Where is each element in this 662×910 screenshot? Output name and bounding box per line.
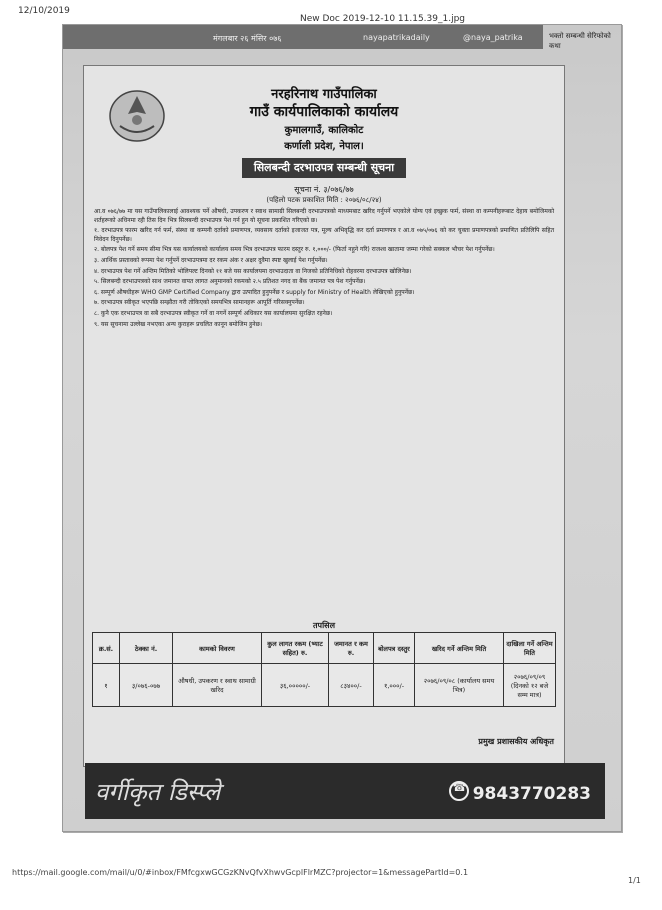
table-cell: ८३४००/- — [329, 664, 374, 707]
table-header: दाखिला गर्ने अन्तिम मिति — [504, 633, 556, 664]
newspaper-header-bar — [63, 25, 543, 49]
newspaper-date: मंगलबार २६ मंसिर ०७६ — [213, 34, 282, 43]
notice-paragraph: ७. दरभाउपत्र स्वीकृत भएपछि सम्झौता गरी तोकिएको समयभित्र सामानहरू आपूर्ति गरिसक्नुपर्नेछ। — [94, 299, 305, 307]
notice-paragraph: ६. सम्पूर्ण औषधीहरू WHO GMP Certified Company द्वारा उत्पादित हुनुपर्नेछ र supply for Ministry of Health लेखिएको हुनुपर्नेछ। — [94, 288, 415, 296]
notice-body — [94, 208, 554, 331]
newspaper-social: @naya_patrika — [463, 33, 523, 42]
ad-phone — [449, 781, 591, 804]
notice-paragraph: १. दरभाउपत्र फारम खरिद गर्न फर्म, संस्था वा कम्पनी दर्ताको प्रमाणपत्र, व्यवसाय दर्ताको इजाजत पत्र, मूल्य अभिवृद्धि कर दर्ता प्रमाणपत्र र आ.व ०७५/०७६ को कर चुक्ता प्रमाणपत्रको प्रमाणित प्रतिलिपि सहित निवेदन दिनुपर्नेछ। — [94, 227, 554, 243]
table-header: क्र.सं. — [93, 633, 120, 664]
table-header: ठेक्का नं. — [120, 633, 173, 664]
print-date: 12/10/2019 — [18, 6, 70, 16]
table-cell: १,०००/- — [374, 664, 415, 707]
notice-paragraph: ८. कुनै एक दरभाउपत्र वा सबै दरभाउपत्र स्वीकृत गर्ने वा नगर्ने सम्पूर्ण अधिकार यस कार्यालयमा सुरक्षित रहनेछ। — [94, 309, 333, 317]
notice-title: सिलबन्दी दरभाउपत्र सम्बन्धी सूचना — [242, 158, 406, 178]
table-header: कामको विवरण — [173, 633, 262, 664]
table-row — [93, 664, 556, 707]
ad-phone-number: 9843770283 — [472, 784, 591, 804]
notice-number: सूचना नं. ३/०७६/७७ — [294, 185, 354, 194]
notice-paragraph: २. बोलपत्र पेश गर्ने समय सीमा भित्र यस कार्यालयको कार्यालय समय भित्र दरभाउपत्र फारम दस्तुर रु. १,०००/- (फिर्ता नहुने गरि) राजश्व खातामा जम्मा गरेको सक्कल भौचर पेश गर्नुपर्नेछ। — [94, 246, 495, 254]
table-cell: १ — [93, 664, 120, 707]
notice-paragraph: ५. सिलबन्दी दरभाउपत्रको साथ जमानत वापत लागत अनुमानको रकमको २.५ प्रतिशत नगद वा बैंक जमानत पत्र पेश गर्नुपर्नेछ। — [94, 278, 366, 286]
office-address: कुमालगाउँ, कालिकोट — [284, 125, 364, 136]
notice-paragraph: ९. यस सूचनामा उल्लेख नभएका अन्य कुराहरू प्रचलित कानून बमोजिम हुनेछ। — [94, 320, 263, 328]
table-header-row — [93, 633, 556, 664]
notice-paragraph: आ.व ०७६/७७ मा यस गाउँपालिकालाई आवश्यक पर्ने औषधी, उपकरण र स्वाथ सामाग्री सिलबन्दी दरभाउपत्रको माध्यमबाट खरिद गर्नुपर्ने भएकोले योग्य एवं इच्छुक फर्म, संस्था वा कम्पनीहरूबाट देहाय बमोजिमको शर्तहरूको अधिनमा रही तिस दिन भित्र सिलबन्दी दरभाउपत्र पेश गर्न हुन यो सूचना प्रकाशित गरिएको छ। — [94, 208, 554, 224]
classified-ad-banner — [85, 763, 605, 819]
table-cell: २०७६/०९/०८ (कार्यालय समय भित्र) — [415, 664, 504, 707]
ad-title: वर्गीकृत डिस्प्ले — [95, 778, 221, 806]
office-name: नरहरिनाथ गाउँपालिका — [271, 87, 377, 102]
newspaper-handle: nayapatrikadaily — [363, 33, 430, 42]
table-cell: ३/०७६-०७७ — [120, 664, 173, 707]
notice-frame — [83, 65, 565, 767]
office-province: कर्णाली प्रदेश, नेपाल। — [284, 141, 364, 152]
scanned-newspaper — [62, 24, 622, 832]
table-title: तपसिल — [312, 621, 335, 630]
table-cell: ३६,०००००/- — [262, 664, 329, 707]
page-number: 1/1 — [628, 876, 641, 885]
side-note: भक्तो सम्बन्धी सेरिफोको कथा — [549, 32, 611, 50]
table-cell: औषधी, उपकरण र स्वाथ सामाग्री खरिद — [173, 664, 262, 707]
notice-paragraph: ३. आर्थिक प्रस्तावको रूपमा पेश गर्नुपर्ने दरभाउपत्रमा दर रकम अंक र अक्षर दुवैमा स्पष्ट खुलाई पेश गर्नुपर्नेछ। — [94, 256, 328, 264]
notice-paragraph: ४. दरभाउपत्र पेश गर्ने अन्तिम मितिको भोलिपल्ट दिनको ११ बजे यस कार्यालयमा दरभाउदाता वा निजको प्रतिनिधिको रोहवरमा दरभाउपत्र खोलिनेछ। — [94, 267, 412, 275]
table-header: खरिद गर्ने अन्तिम मिति — [415, 633, 504, 664]
table-cell: २०७६/०९/०९ (दिनको १२ बजे सम्म मात्र) — [504, 664, 556, 707]
office-subtitle: गाउँ कार्यपालिकाको कार्यालय — [249, 104, 399, 120]
table-header: जमानत र कम रु. — [329, 633, 374, 664]
signature-line: प्रमुख प्रशासकीय अधिकृत — [478, 737, 554, 746]
details-table — [92, 632, 556, 707]
publish-date: (पहिलो पटक प्रकाशित मिति : २०७६/०८/२४) — [266, 196, 382, 204]
table-header: बोलपत्र दस्तुर — [374, 633, 415, 664]
table-header: कुल लागत रकम (भ्याट सहित) रु. — [262, 633, 329, 664]
document-title: New Doc 2019-12-10 11.15.39_1.jpg — [300, 14, 465, 24]
source-url: https://mail.google.com/mail/u/0/#inbox/FMfcgxwGCGzKNvQfvXhwvGcplFlrMZC?projector=1&messagePartId=0.1 — [12, 868, 469, 877]
phone-icon — [449, 781, 469, 801]
